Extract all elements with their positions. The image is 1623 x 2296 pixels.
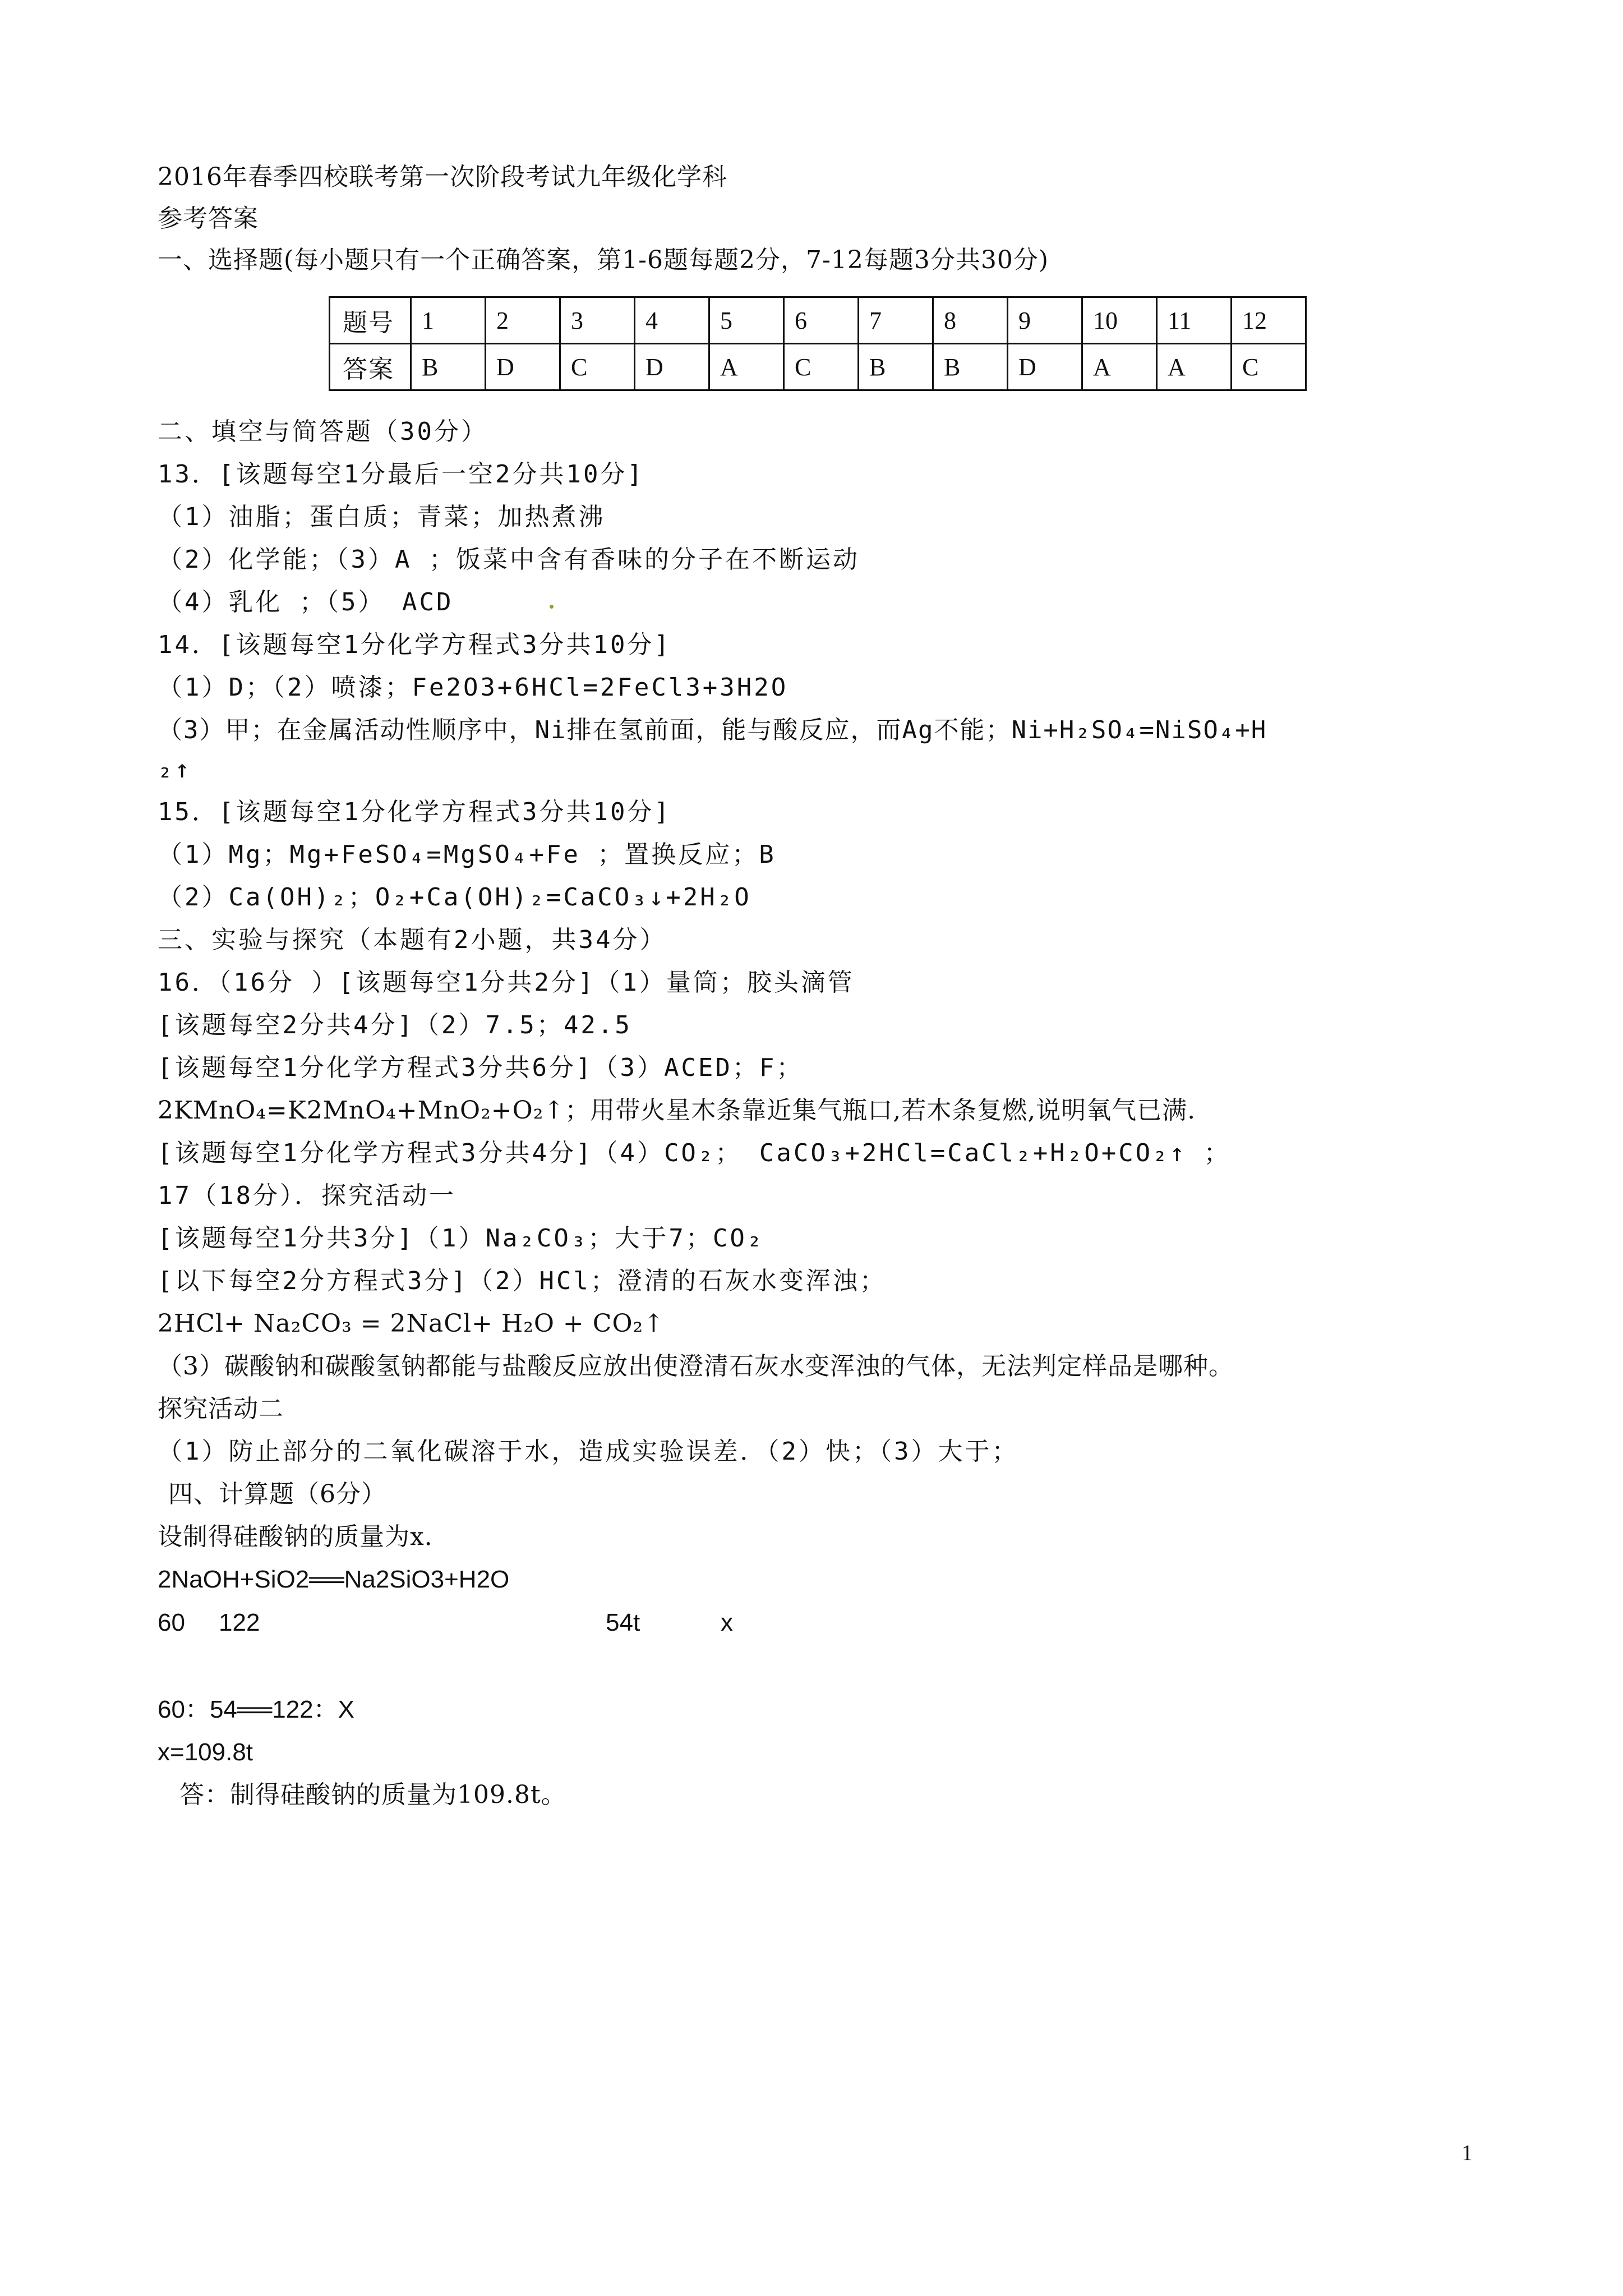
- table-cell: 7: [859, 297, 933, 344]
- table-row-numbers: [330, 297, 1306, 344]
- q15-line-2: （2）Ca(OH)₂；O₂+Ca(OH)₂=CaCO₃↓+2H₂O: [158, 883, 751, 912]
- q13-header: 13．[该题每空1分最后一空2分共10分]: [158, 460, 644, 489]
- section4-heading: 四、计算题（6分）: [168, 1480, 386, 1508]
- table-cell: C: [784, 344, 859, 390]
- table-cell: 11: [1157, 297, 1232, 344]
- q14-header: 14．[该题每空1分化学方程式3分共10分]: [158, 631, 671, 659]
- table-cell: B: [933, 344, 1008, 390]
- table-cell: B: [859, 344, 933, 390]
- row-label-number: 题号: [330, 297, 411, 344]
- table-cell: 5: [709, 297, 784, 344]
- page-number: 1: [1461, 2140, 1473, 2165]
- table-cell: C: [560, 344, 635, 390]
- q16-line-1: 16．（16分 ）[该题每空1分共2分]（1）量筒；胶头滴管: [158, 968, 855, 997]
- table-cell: 2: [486, 297, 560, 344]
- table-cell: 8: [933, 297, 1008, 344]
- calc-answer: 答：制得硅酸钠的质量为109.8t。: [179, 1780, 566, 1809]
- table-cell: 9: [1008, 297, 1082, 344]
- table-row-answers: [330, 344, 1306, 390]
- q15-header: 15．[该题每空1分化学方程式3分共10分]: [158, 798, 671, 826]
- document-title: 2016年春季四校联考第一次阶段考试九年级化学科: [158, 163, 727, 191]
- table-cell: A: [1157, 344, 1232, 390]
- q13-line-2: （2）化学能；（3）A ；饭菜中含有香味的分子在不断运动: [158, 545, 860, 574]
- section2-heading: 二、填空与简答题（30分）: [158, 417, 488, 446]
- q17-line-6: 探究活动二: [158, 1395, 284, 1423]
- calc-proportion: 60：54══122：X: [158, 1696, 354, 1723]
- q13-line-3: （4）乳化 ；（5） ACD: [158, 588, 454, 616]
- calc-line-1: 设制得硅酸钠的质量为x．: [158, 1522, 450, 1551]
- table-cell: 10: [1082, 297, 1157, 344]
- q17-line-5: （3）碳酸钠和碳酸氢钠都能与盐酸反应放出使澄清石灰水变浑浊的气体，无法判定样品是哪种。: [158, 1352, 1234, 1381]
- q16-line-5: [该题每空1分化学方程式3分共4分]（4）CO₂； CaCO₃+2HCl=CaCl₂+H₂O+CO₂↑ ；: [158, 1139, 1231, 1167]
- table-cell: D: [486, 344, 560, 390]
- table-cell: 3: [560, 297, 635, 344]
- calc-value-122: 122: [219, 1609, 260, 1636]
- table-cell: A: [1082, 344, 1157, 390]
- table-cell: 1: [411, 297, 486, 344]
- table-cell: 12: [1232, 297, 1306, 344]
- q14-line-3: ₂↑: [158, 755, 192, 784]
- q15-line-1: （1）Mg；Mg+FeSO₄=MgSO₄+Fe ；置换反应；B: [158, 840, 776, 869]
- table-cell: C: [1232, 344, 1306, 390]
- calc-value-54t: 54t: [606, 1609, 640, 1636]
- q16-line-2: [该题每空2分共4分]（2）7.5；42.5: [158, 1011, 632, 1039]
- q17-line-4: 2HCl+ Na₂CO₃ = 2NaCl+ H₂O + CO₂↑: [158, 1309, 665, 1338]
- q16-line-4: 2KMnO₄=K2MnO₄+MnO₂+O₂↑；用带火星木条靠近集气瓶口,若木条复燃,说明氧气已满.: [158, 1096, 1196, 1125]
- document-subtitle: 参考答案: [158, 204, 259, 233]
- section3-heading: 三、实验与探究（本题有2小题，共34分）: [158, 926, 667, 954]
- table-cell: D: [1008, 344, 1082, 390]
- calc-result: x=109.8t: [158, 1738, 253, 1766]
- table-cell: 4: [635, 297, 709, 344]
- answer-table: [329, 296, 1307, 391]
- q16-line-3: [该题每空1分化学方程式3分共6分]（3）ACED；F；: [158, 1053, 804, 1082]
- table-cell: 6: [784, 297, 859, 344]
- calc-value-60: 60: [158, 1609, 185, 1636]
- calc-equation: 2NaOH+SiO2══Na2SiO3+H2O: [158, 1566, 510, 1593]
- q14-line-1: （1）D；（2）喷漆；Fe2O3+6HCl=2FeCl3+3H2O: [158, 673, 789, 702]
- q17-line-7: （1）防止部分的二氧化碳溶于水，造成实验误差．（2）快；（3）大于；: [158, 1437, 1019, 1466]
- row-label-answer: 答案: [330, 344, 411, 390]
- table-cell: B: [411, 344, 486, 390]
- q13-line-1: （1）油脂；蛋白质；青菜；加热煮沸: [158, 503, 606, 531]
- table-cell: D: [635, 344, 709, 390]
- q17-line-1: 17（18分）．探究活动一: [158, 1181, 456, 1210]
- q17-line-2: [该题每空1分共3分]（1）Na₂CO₃；大于7；CO₂: [158, 1224, 764, 1253]
- stray-dot: [550, 605, 554, 609]
- calc-value-x: x: [721, 1609, 733, 1636]
- q17-line-3: [以下每空2分方程式3分]（2）HCl；澄清的石灰水变浑浊；: [158, 1267, 887, 1295]
- section1-heading: 一、选择题(每小题只有一个正确答案，第1-6题每题2分，7-12每题3分共30分): [158, 246, 1049, 274]
- q14-line-2: （3）甲；在金属活动性顺序中，Ni排在氢前面，能与酸反应，而Ag不能；Ni+H₂SO₄=NiSO₄+H: [158, 716, 1267, 744]
- table-cell: A: [709, 344, 784, 390]
